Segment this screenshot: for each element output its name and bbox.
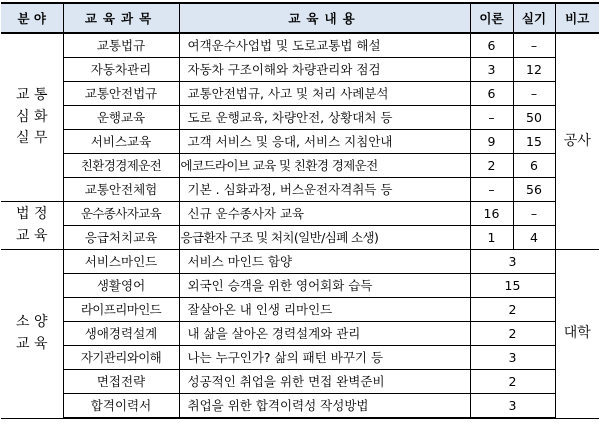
theory-cell: 9	[470, 130, 513, 154]
theory-cell: –	[470, 106, 513, 130]
subject-cell: 자기관리와이해	[63, 346, 179, 370]
theory-cell: 6	[470, 33, 513, 58]
subject-cell: 교통안전법규	[63, 82, 179, 106]
header-area: 분 야	[1, 3, 63, 33]
area-line: 소 양	[16, 314, 48, 331]
subject-cell: 응급처치교육	[63, 226, 179, 250]
table-row	[1, 82, 599, 106]
hours-cell: 3	[470, 250, 555, 274]
subject-cell: 생애경력설계	[63, 322, 179, 346]
note-univ: 대학	[555, 250, 599, 419]
subject-cell: 합격이력서	[63, 394, 179, 419]
hours-cell: 2	[470, 322, 555, 346]
header-practice: 실기	[513, 3, 555, 33]
practice-cell: 15	[513, 130, 555, 154]
subject-cell: 자동차관리	[63, 58, 179, 82]
area-line: 실 무	[16, 130, 48, 147]
table-row	[1, 322, 599, 346]
content-cell: 서비스 마인드 함양	[179, 250, 470, 274]
subject-cell: 라이프리마인드	[63, 298, 179, 322]
area-line: 심 화	[16, 108, 48, 125]
subject-cell: 운수종사자교육	[63, 202, 179, 226]
header-theory: 이론	[470, 3, 513, 33]
theory-cell: 2	[470, 154, 513, 178]
area-line: 교 육	[16, 227, 48, 244]
table-row	[1, 178, 599, 202]
theory-cell: –	[470, 178, 513, 202]
content-cell: 교통안전법규, 사고 및 처리 사례분석	[179, 82, 470, 106]
table-row	[1, 346, 599, 370]
content-cell: 나는 누구인가? 삶의 패턴 바꾸기 등	[179, 346, 470, 370]
subject-cell: 친환경경제운전	[63, 154, 179, 178]
content-cell: 고객 서비스 및 응대, 서비스 지침안내	[179, 130, 470, 154]
header-subject: 교육과목	[63, 3, 179, 33]
practice-cell: 4	[513, 226, 555, 250]
table-row	[1, 106, 599, 130]
area-culture	[1, 250, 63, 419]
content-cell: 여객운수사업법 및 도로교통법 해설	[179, 33, 470, 58]
header-row	[1, 3, 599, 33]
practice-cell: 12	[513, 58, 555, 82]
practice-cell: –	[513, 33, 555, 58]
subject-cell: 운행교육	[63, 106, 179, 130]
theory-cell: 1	[470, 226, 513, 250]
content-cell: 응급환자 구조 및 처치(일반/심폐 소생)	[179, 226, 470, 250]
practice-cell: 56	[513, 178, 555, 202]
subject-cell: 서비스교육	[63, 130, 179, 154]
theory-cell: 16	[470, 202, 513, 226]
hours-cell: 2	[470, 298, 555, 322]
hours-cell: 3	[470, 346, 555, 370]
practice-cell: 6	[513, 154, 555, 178]
area-line: 교 통	[16, 86, 48, 103]
content-cell: 취업을 위한 합격이력성 작성방법	[179, 394, 470, 419]
content-cell: 에코드라이브 교육 및 친환경 경제운전	[179, 154, 470, 178]
theory-cell: 3	[470, 58, 513, 82]
subject-cell: 서비스마인드	[63, 250, 179, 274]
area-line: 법 정	[16, 205, 48, 222]
table-row	[1, 130, 599, 154]
header-content: 교육내용	[179, 3, 470, 33]
subject-cell: 교통법규	[63, 33, 179, 58]
content-cell: 잘살아온 내 인생 리마인드	[179, 298, 470, 322]
curriculum-table	[1, 2, 599, 419]
table-row	[1, 226, 599, 250]
theory-cell: 6	[470, 82, 513, 106]
table-row	[1, 58, 599, 82]
hours-cell: 2	[470, 370, 555, 394]
subject-cell: 면접전략	[63, 370, 179, 394]
hours-cell: 3	[470, 394, 555, 419]
header-note: 비고	[555, 3, 599, 33]
note-corp: 공사	[555, 33, 599, 250]
table-row	[1, 154, 599, 178]
content-cell: 성공적인 취업을 위한 면접 완벽준비	[179, 370, 470, 394]
table-row	[1, 370, 599, 394]
table-row	[1, 250, 599, 274]
hours-cell: 15	[470, 274, 555, 298]
area-law	[1, 202, 63, 250]
area-traffic	[1, 33, 63, 202]
table-row	[1, 298, 599, 322]
content-cell: 자동차 구조이해와 차량관리와 점검	[179, 58, 470, 82]
practice-cell: –	[513, 82, 555, 106]
practice-cell: –	[513, 202, 555, 226]
practice-cell: 50	[513, 106, 555, 130]
subject-cell: 생활영어	[63, 274, 179, 298]
content-cell: 외국인 승객을 위한 영어회화 습득	[179, 274, 470, 298]
table-row	[1, 274, 599, 298]
content-cell: 내 삶을 살아온 경력설계와 관리	[179, 322, 470, 346]
subject-cell: 교통안전체험	[63, 178, 179, 202]
area-line: 교 육	[16, 335, 48, 352]
table-row	[1, 33, 599, 58]
table-row	[1, 394, 599, 419]
table-row	[1, 202, 599, 226]
content-cell: 도로 운행교육, 차량안전, 상황대처 등	[179, 106, 470, 130]
content-cell: 기본 . 심화과정, 버스운전자격취득 등	[179, 178, 470, 202]
content-cell: 신규 운수종사자 교육	[179, 202, 470, 226]
